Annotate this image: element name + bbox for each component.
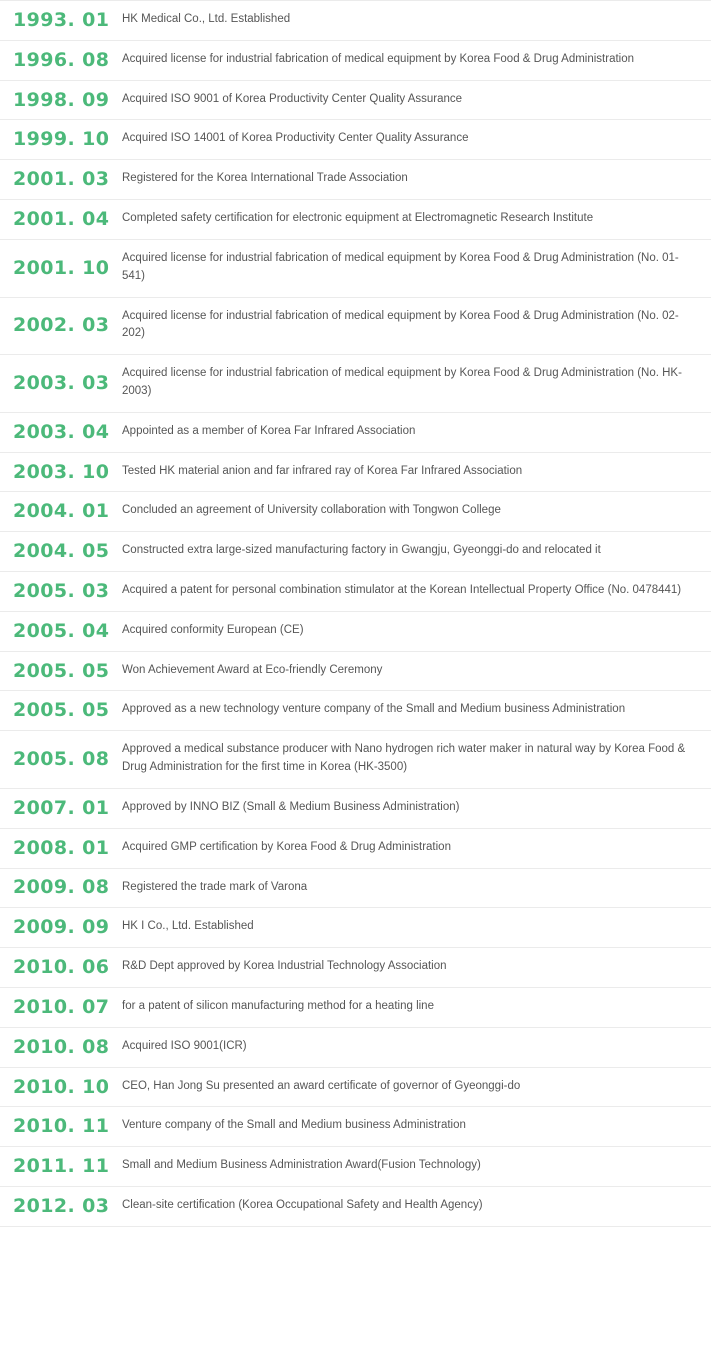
history-description-cell (122, 355, 711, 413)
history-date: 1999. 10 (13, 128, 110, 151)
history-description: Acquired ISO 14001 of Korea Productivity Center Quality Assurance (122, 132, 469, 145)
history-date-cell (0, 788, 122, 828)
history-description-cell (122, 532, 711, 572)
history-date-cell (0, 297, 122, 355)
history-description: Venture company of the Small and Medium business Administration (122, 1119, 466, 1132)
table-row (0, 1, 711, 41)
history-date-cell (0, 239, 122, 297)
history-description-cell (122, 412, 711, 452)
history-date: 2005. 05 (13, 699, 110, 722)
history-description-cell (122, 1187, 711, 1227)
table-row (0, 412, 711, 452)
history-date-cell (0, 908, 122, 948)
history-date: 2002. 03 (13, 314, 110, 337)
table-row (0, 297, 711, 355)
history-date-cell (0, 611, 122, 651)
history-date-cell (0, 987, 122, 1027)
table-row (0, 120, 711, 160)
table-row (0, 1187, 711, 1227)
history-date: 1996. 08 (13, 48, 110, 71)
history-description-cell (122, 611, 711, 651)
history-date-cell (0, 1187, 122, 1227)
history-description-cell (122, 80, 711, 120)
history-description: Appointed as a member of Korea Far Infrared Association (122, 424, 416, 437)
history-description: Approved as a new technology venture company of the Small and Medium business Administration (122, 703, 626, 716)
table-row (0, 1067, 711, 1107)
history-date-cell (0, 1107, 122, 1147)
history-description-cell (122, 731, 711, 789)
history-date: 2009. 08 (13, 876, 110, 899)
table-row (0, 200, 711, 240)
history-description-cell (122, 1, 711, 41)
history-description: Acquired a patent for personal combination stimulator at the Korean Intellectual Property Office (No. 0478441) (122, 584, 682, 596)
history-date-cell (0, 80, 122, 120)
history-description-cell (122, 691, 711, 731)
history-description-cell (122, 788, 711, 828)
table-row (0, 691, 711, 731)
history-date-cell (0, 492, 122, 532)
history-description: Acquired conformity European (CE) (122, 623, 304, 636)
history-date-cell (0, 731, 122, 789)
history-description-cell (122, 987, 711, 1027)
history-date: 2010. 11 (13, 1115, 110, 1138)
table-row (0, 948, 711, 988)
history-date-cell (0, 120, 122, 160)
history-date: 2010. 07 (13, 995, 110, 1018)
history-description: for a patent of silicon manufacturing method for a heating line (122, 999, 434, 1012)
table-row (0, 611, 711, 651)
table-row (0, 40, 711, 80)
table-row (0, 572, 711, 612)
history-description: R&D Dept approved by Korea Industrial Technology Association (122, 960, 447, 973)
history-date: 2010. 06 (13, 956, 110, 979)
history-description: Tested HK material anion and far infrared ray of Korea Far Infrared Association (122, 464, 523, 477)
history-description: HK Medical Co., Ltd. Established (122, 13, 291, 25)
history-date-cell (0, 691, 122, 731)
history-description-cell (122, 40, 711, 80)
table-row (0, 651, 711, 691)
history-date: 2001. 10 (13, 256, 110, 279)
history-date: 2003. 10 (13, 460, 110, 483)
history-description-cell (122, 908, 711, 948)
history-description: Constructed extra large-sized manufacturing factory in Gwangju, Gyeonggi-do and relocated it (122, 544, 601, 557)
history-description: Acquired ISO 9001(ICR) (122, 1039, 247, 1052)
history-date: 1998. 09 (13, 88, 110, 111)
history-date: 1993. 01 (13, 8, 110, 31)
table-row (0, 868, 711, 908)
history-description: Concluded an agreement of University collaboration with Tongwon College (122, 504, 501, 517)
history-description: Acquired license for industrial fabrication of medical equipment by Korea Food & Drug Administration (122, 52, 635, 65)
history-description: Completed safety certification for electronic equipment at Electromagnetic Research Institute (122, 212, 594, 225)
history-date-cell (0, 572, 122, 612)
table-row (0, 160, 711, 200)
history-date: 2003. 03 (13, 371, 110, 394)
history-description: Acquired ISO 9001 of Korea Productivity Center Quality Assurance (122, 92, 463, 105)
history-date-cell (0, 1147, 122, 1187)
history-description: Acquired license for industrial fabrication of medical equipment by Korea Food & Drug Administration (No. HK-2003) (122, 367, 682, 397)
history-description: CEO, Han Jong Su presented an award certificate of governor of Gyeonggi-do (122, 1079, 521, 1092)
history-description-cell (122, 160, 711, 200)
history-description: HK I Co., Ltd. Established (122, 920, 254, 933)
history-date-cell (0, 355, 122, 413)
history-date-cell (0, 1067, 122, 1107)
history-date: 2003. 04 (13, 420, 110, 443)
history-date-cell (0, 948, 122, 988)
history-description-cell (122, 452, 711, 492)
history-date-cell (0, 1, 122, 41)
history-date: 2001. 03 (13, 168, 110, 191)
history-date-cell (0, 532, 122, 572)
history-description: Registered the trade mark of Varona (122, 880, 308, 893)
table-row (0, 355, 711, 413)
history-date: 2010. 10 (13, 1075, 110, 1098)
history-date-cell (0, 828, 122, 868)
history-description: Approved by INNO BIZ (Small & Medium Business Administration) (122, 800, 460, 813)
history-description: Clean-site certification (Korea Occupational Safety and Health Agency) (122, 1199, 483, 1211)
history-date: 2001. 04 (13, 208, 110, 231)
history-description: Registered for the Korea International Trade Association (122, 172, 408, 185)
history-date-cell (0, 1027, 122, 1067)
table-row (0, 1147, 711, 1187)
history-description: Won Achievement Award at Eco-friendly Ceremony (122, 663, 383, 676)
history-date: 2009. 09 (13, 916, 110, 939)
history-description: Approved a medical substance producer with Nano hydrogen rich water maker in natural way by Korea Food & Drug Administration for the first time in Korea (HK-3500) (122, 743, 686, 774)
history-description-cell (122, 868, 711, 908)
table-row (0, 492, 711, 532)
history-date: 2008. 01 (13, 836, 110, 859)
history-description: Acquired license for industrial fabrication of medical equipment by Korea Food & Drug Administration (No. 02-202) (122, 309, 679, 340)
history-date-cell (0, 160, 122, 200)
table-row (0, 788, 711, 828)
table-row (0, 532, 711, 572)
history-date: 2005. 04 (13, 619, 110, 642)
history-date: 2011. 11 (13, 1155, 110, 1178)
history-description-cell (122, 1067, 711, 1107)
table-row (0, 908, 711, 948)
table-row (0, 452, 711, 492)
table-row (0, 731, 711, 789)
history-date-cell (0, 868, 122, 908)
history-description-cell (122, 948, 711, 988)
history-date: 2004. 01 (13, 500, 110, 523)
history-date-cell (0, 200, 122, 240)
history-description-cell (122, 572, 711, 612)
history-description-cell (122, 1107, 711, 1147)
history-description-cell (122, 651, 711, 691)
history-date-cell (0, 452, 122, 492)
history-date: 2007. 01 (13, 796, 110, 819)
history-description: Small and Medium Business Administration Award(Fusion Technology) (122, 1159, 481, 1172)
table-row (0, 987, 711, 1027)
table-row (0, 1107, 711, 1147)
table-row (0, 239, 711, 297)
history-date: 2010. 08 (13, 1035, 110, 1058)
history-date-cell (0, 651, 122, 691)
history-description-cell (122, 297, 711, 355)
history-table-body (0, 1, 711, 1227)
table-row (0, 1027, 711, 1067)
history-date: 2012. 03 (13, 1194, 110, 1217)
history-date-cell (0, 40, 122, 80)
history-description-cell (122, 1147, 711, 1187)
history-date-cell (0, 412, 122, 452)
history-date: 2004. 05 (13, 540, 110, 563)
history-description-cell (122, 239, 711, 297)
history-description-cell (122, 828, 711, 868)
table-row (0, 80, 711, 120)
history-description: Acquired license for industrial fabrication of medical equipment by Korea Food & Drug Administration (No. 01-541) (122, 251, 679, 282)
table-row (0, 828, 711, 868)
history-description: Acquired GMP certification by Korea Food & Drug Administration (122, 840, 451, 853)
history-date: 2005. 03 (13, 579, 110, 602)
history-date: 2005. 05 (13, 659, 110, 682)
history-description-cell (122, 1027, 711, 1067)
history-description-cell (122, 120, 711, 160)
history-description-cell (122, 492, 711, 532)
page-bottom-spacer (0, 1227, 711, 1367)
history-description-cell (122, 200, 711, 240)
history-date: 2005. 08 (13, 748, 110, 771)
